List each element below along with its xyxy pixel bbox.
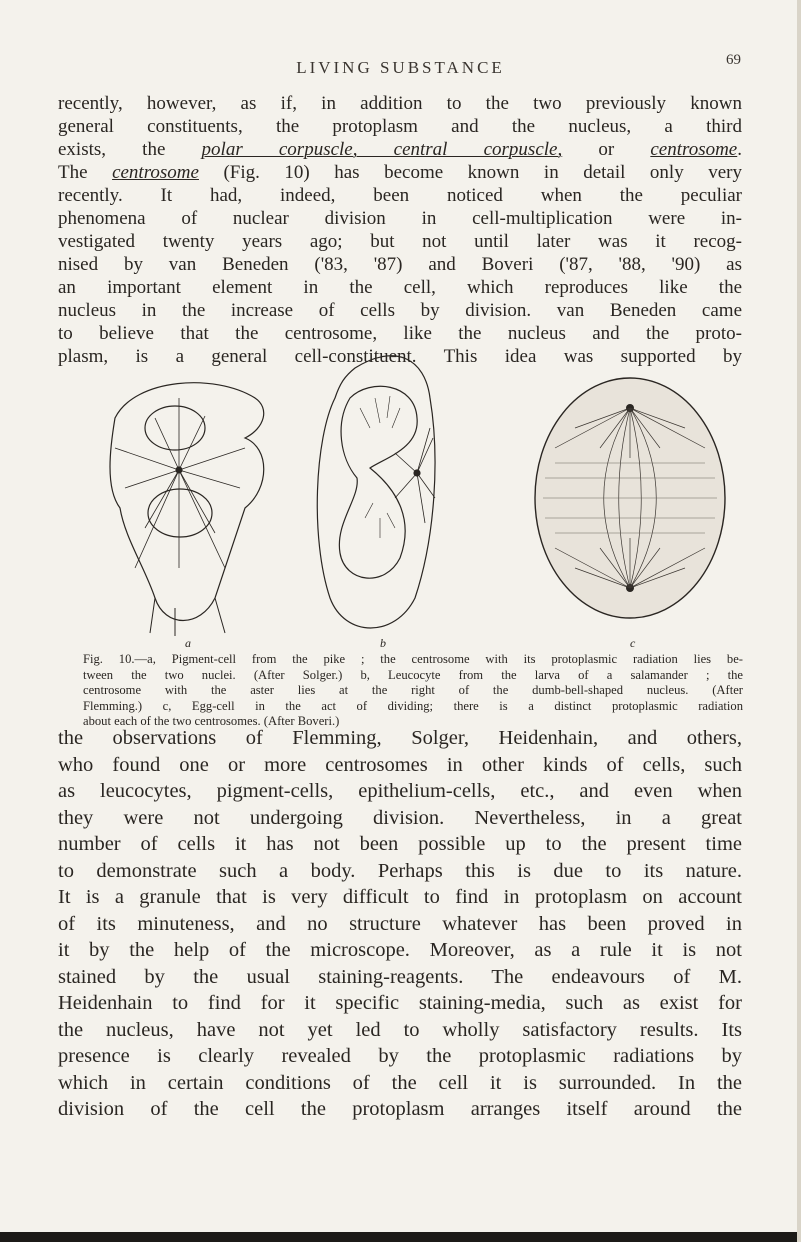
- emphasis-polar-corpuscle: polar corpuscle, central corpuscle,: [201, 139, 563, 160]
- caption-line: Flemming.) c, Egg-cell in the act of dividing; there is a distinct protoplasmic radiation: [83, 698, 743, 713]
- text-line: to believe that the centrosome, like the nucleus and the proto-: [58, 323, 742, 344]
- text-run: (Fig. 10) has become known in detail only very: [198, 162, 742, 183]
- text-run: or: [562, 139, 651, 160]
- figure-caption: [83, 652, 743, 730]
- text-run: The: [58, 162, 113, 183]
- scan-bottom-edge: [0, 1232, 801, 1242]
- text-line: the observations of Flemming, Solger, Heidenhain, and others,: [58, 727, 742, 749]
- text-line: to demonstrate such a body. Perhaps this is due to its nature.: [58, 859, 742, 882]
- text-line: division of the cell the protoplasm arranges itself around the: [58, 1098, 742, 1120]
- top-paragraph: [58, 92, 742, 368]
- text-line: Heidenhain to find for it specific staining-media, such as exist for: [58, 992, 742, 1014]
- text-line: the nucleus, have not yet led to wholly satisfactory results. Its: [58, 1018, 742, 1041]
- leucocyte-drawing: [317, 356, 435, 628]
- text-line: [58, 161, 742, 184]
- text-line: nucleus in the increase of cells by division. van Beneden came: [58, 300, 742, 321]
- caption-line: about each of the two centrosomes. (After Boveri.): [83, 714, 340, 728]
- text-line: [58, 138, 742, 161]
- caption-line: centrosome with the aster lies at the right of the dumb-bell-shaped nucleus. (After: [83, 683, 743, 697]
- panel-label-a: a: [185, 636, 191, 650]
- text-line: it by the help of the microscope. Moreover, as a rule it is not: [58, 939, 742, 961]
- text-run: .: [737, 139, 742, 160]
- text-line: as leucocytes, pigment-cells, epithelium-cells, etc., and even when: [58, 780, 742, 802]
- caption-line: tween the two nuclei. (After Solger.) b, Leucocyte from the larva of a salamander ; the: [83, 667, 743, 682]
- emphasis-centrosome: centrosome: [112, 162, 199, 183]
- text-line: they were not undergoing division. Nevertheless, in a great: [58, 806, 742, 829]
- text-line: plasm, is a general cell-constituent. This idea was supported by: [58, 346, 742, 367]
- cell-drawings: [95, 338, 735, 638]
- text-line: general constituents, the protoplasm and the nucleus, a third: [58, 116, 742, 137]
- bottom-paragraph: [58, 725, 742, 1123]
- text-line: nised by van Beneden ('83, '87) and Boveri ('87, '88, '90) as: [58, 254, 742, 275]
- text-line: an important element in the cell, which reproduces like the: [58, 277, 742, 298]
- caption-line: Fig. 10.—a, Pigment-cell from the pike ; the centrosome with its protoplasmic radiation lies be-: [83, 652, 743, 666]
- text-line: number of cells it has not been possible up to the present time: [58, 833, 742, 855]
- pigment-cell-drawing: [110, 383, 264, 636]
- egg-cell-drawing: [535, 378, 725, 618]
- text-line: stained by the usual staining-reagents. The endeavours of M.: [58, 965, 742, 988]
- panel-label-c: c: [630, 636, 636, 650]
- text-line: of its minuteness, and no structure whatever has been proved in: [58, 912, 742, 935]
- text-line: vestigated twenty years ago; but not until later was it recog-: [58, 231, 742, 252]
- text-line: presence is clearly revealed by the protoplasmic radiations by: [58, 1045, 742, 1067]
- running-title: LIVING SUBSTANCE: [296, 58, 505, 77]
- page-number: 69: [726, 52, 741, 68]
- text-line: who found one or more centrosomes in other kinds of cells, such: [58, 753, 742, 776]
- text-line: which in certain conditions of the cell it is surrounded. In the: [58, 1071, 742, 1094]
- text-line: phenomena of nuclear division in cell-multiplication were in-: [58, 208, 742, 229]
- text-line: recently. It had, indeed, been noticed when the peculiar: [58, 185, 742, 206]
- scan-right-edge: [797, 0, 801, 1242]
- figure-10-illustration: [95, 338, 735, 638]
- text-line: recently, however, as if, in addition to the two previously known: [58, 93, 742, 114]
- panel-label-b: b: [380, 636, 386, 650]
- emphasis-centrosome: centrosome: [650, 139, 738, 160]
- text-line: It is a granule that is very difficult to find in protoplasm on account: [58, 886, 742, 908]
- text-run: exists, the: [58, 139, 202, 160]
